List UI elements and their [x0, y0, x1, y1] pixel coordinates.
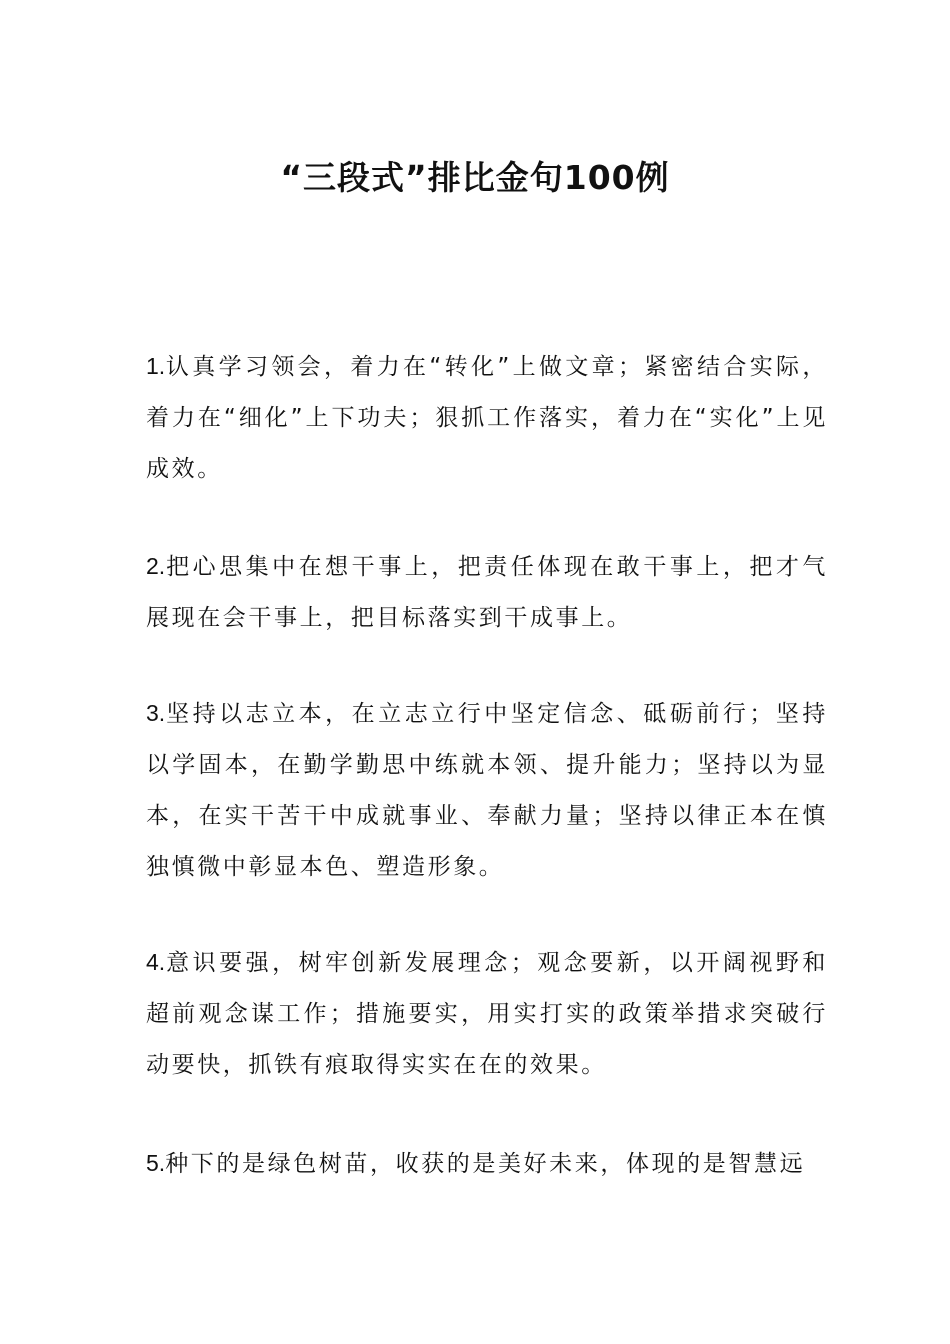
item-text: 认真学习领会，着力在“转化”上做文章；紧密结合实际，着力在“细化”上下功夫；狠抓工作落实，着力在“实化”上见成效。 [146, 354, 828, 482]
item-number: 3. [146, 700, 166, 726]
item-text: 坚持以志立本，在立志立行中坚定信念、砥砺前行；坚持以学固本，在勤学勤思中练就本领、提升能力；坚持以为显本，在实干苦干中成就事业、奉献力量；坚持以律正本在慎独慎微中彰显本色、塑造形象。 [146, 701, 828, 880]
list-item [146, 541, 828, 644]
list-item [146, 688, 828, 893]
item-text: 种下的是绿色树苗，收获的是美好未来，体现的是智慧远 [165, 1151, 806, 1177]
item-number: 5. [146, 1150, 166, 1176]
document-title: “三段式”排比金句100例 [280, 158, 670, 197]
item-number: 4. [146, 949, 166, 975]
list-item [146, 341, 828, 495]
item-number: 1. [146, 353, 166, 379]
item-text: 把心思集中在想干事上，把责任体现在敢干事上，把才气展现在会干事上，把目标落实到干成事上。 [146, 554, 828, 631]
item-text: 意识要强，树牢创新发展理念；观念要新，以开阔视野和超前观念谋工作；措施要实，用实打实的政策举措求突破行动要快，抓铁有痕取得实实在在的效果。 [146, 950, 828, 1078]
list-item [146, 937, 828, 1091]
item-number: 2. [146, 553, 166, 579]
list-item [146, 1138, 828, 1190]
